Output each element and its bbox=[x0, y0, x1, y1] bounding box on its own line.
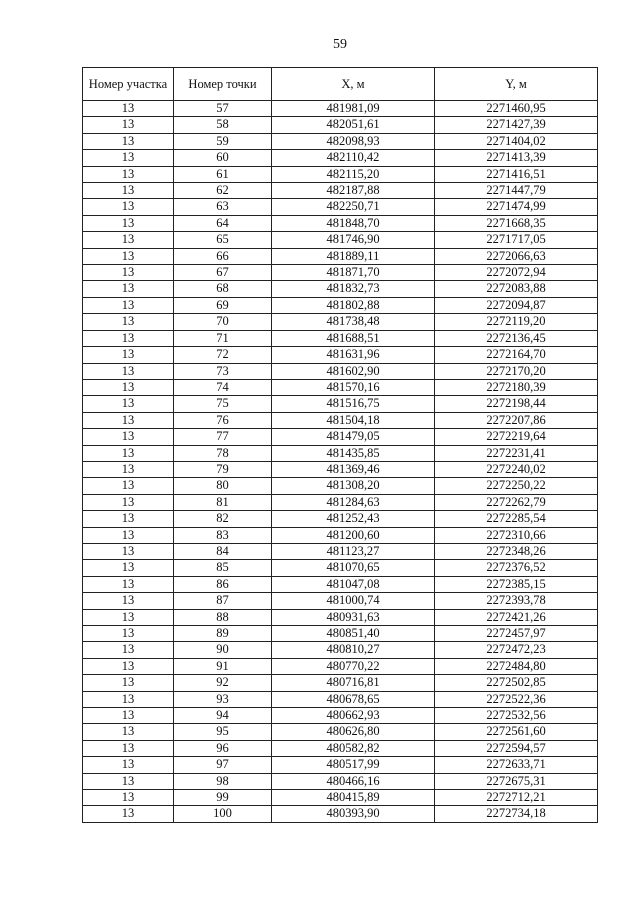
x-coordinate-cell: 481070,65 bbox=[272, 560, 435, 576]
plot-number-cell: 13 bbox=[83, 183, 174, 199]
plot-number-cell: 13 bbox=[83, 494, 174, 510]
y-coordinate-cell: 2272734,18 bbox=[435, 806, 598, 822]
point-number-cell: 80 bbox=[174, 478, 272, 494]
table-row bbox=[83, 461, 598, 477]
x-coordinate-cell: 481746,90 bbox=[272, 232, 435, 248]
table-row bbox=[83, 314, 598, 330]
point-number-cell: 61 bbox=[174, 166, 272, 182]
table-row bbox=[83, 527, 598, 543]
y-coordinate-cell: 2272633,71 bbox=[435, 757, 598, 773]
point-number-cell: 88 bbox=[174, 609, 272, 625]
x-coordinate-cell: 480851,40 bbox=[272, 626, 435, 642]
plot-number-cell: 13 bbox=[83, 478, 174, 494]
plot-number-cell: 13 bbox=[83, 150, 174, 166]
plot-number-cell: 13 bbox=[83, 347, 174, 363]
point-number-cell: 90 bbox=[174, 642, 272, 658]
table-row bbox=[83, 724, 598, 740]
point-number-cell: 98 bbox=[174, 773, 272, 789]
plot-number-cell: 13 bbox=[83, 429, 174, 445]
table-row bbox=[83, 215, 598, 231]
table-row bbox=[83, 658, 598, 674]
table-row bbox=[83, 297, 598, 313]
y-coordinate-cell: 2271668,35 bbox=[435, 215, 598, 231]
table-row bbox=[83, 166, 598, 182]
x-coordinate-cell: 482098,93 bbox=[272, 133, 435, 149]
y-coordinate-cell: 2272532,56 bbox=[435, 708, 598, 724]
page-number: 59 bbox=[333, 37, 347, 52]
point-number-cell: 99 bbox=[174, 790, 272, 806]
table-row bbox=[83, 232, 598, 248]
point-number-cell: 68 bbox=[174, 281, 272, 297]
y-coordinate-cell: 2272385,15 bbox=[435, 576, 598, 592]
table-row bbox=[83, 150, 598, 166]
y-coordinate-cell: 2271447,79 bbox=[435, 183, 598, 199]
coordinates-table bbox=[82, 67, 598, 823]
plot-number-cell: 13 bbox=[83, 593, 174, 609]
x-coordinate-cell: 481047,08 bbox=[272, 576, 435, 592]
point-number-cell: 97 bbox=[174, 757, 272, 773]
y-coordinate-cell: 2272170,20 bbox=[435, 363, 598, 379]
plot-number-cell: 13 bbox=[83, 740, 174, 756]
y-coordinate-cell: 2271474,99 bbox=[435, 199, 598, 215]
table-row bbox=[83, 790, 598, 806]
point-number-cell: 63 bbox=[174, 199, 272, 215]
y-coordinate-cell: 2272285,54 bbox=[435, 511, 598, 527]
x-coordinate-cell: 481200,60 bbox=[272, 527, 435, 543]
plot-number-cell: 13 bbox=[83, 724, 174, 740]
plot-number-cell: 13 bbox=[83, 379, 174, 395]
table-row bbox=[83, 101, 598, 117]
plot-number-cell: 13 bbox=[83, 412, 174, 428]
table-header bbox=[83, 68, 598, 101]
table-row bbox=[83, 199, 598, 215]
x-coordinate-cell: 481504,18 bbox=[272, 412, 435, 428]
point-number-cell: 75 bbox=[174, 396, 272, 412]
plot-number-cell: 13 bbox=[83, 101, 174, 117]
table-row bbox=[83, 708, 598, 724]
x-coordinate-cell: 481848,70 bbox=[272, 215, 435, 231]
table-row bbox=[83, 396, 598, 412]
y-coordinate-cell: 2272180,39 bbox=[435, 379, 598, 395]
y-coordinate-cell: 2272522,36 bbox=[435, 691, 598, 707]
table-row bbox=[83, 757, 598, 773]
plot-number-cell: 13 bbox=[83, 248, 174, 264]
point-number-cell: 96 bbox=[174, 740, 272, 756]
point-number-cell: 81 bbox=[174, 494, 272, 510]
y-coordinate-cell: 2272712,21 bbox=[435, 790, 598, 806]
plot-number-cell: 13 bbox=[83, 576, 174, 592]
y-coordinate-cell: 2272240,02 bbox=[435, 461, 598, 477]
y-coordinate-cell: 2272083,88 bbox=[435, 281, 598, 297]
y-coordinate-cell: 2272094,87 bbox=[435, 297, 598, 313]
plot-number-cell: 13 bbox=[83, 297, 174, 313]
table-row bbox=[83, 773, 598, 789]
y-coordinate-cell: 2272231,41 bbox=[435, 445, 598, 461]
x-coordinate-cell: 481602,90 bbox=[272, 363, 435, 379]
y-coordinate-cell: 2272262,79 bbox=[435, 494, 598, 510]
plot-number-cell: 13 bbox=[83, 626, 174, 642]
point-number-cell: 85 bbox=[174, 560, 272, 576]
x-coordinate-cell: 481889,11 bbox=[272, 248, 435, 264]
table-row bbox=[83, 363, 598, 379]
table-row bbox=[83, 609, 598, 625]
point-number-cell: 91 bbox=[174, 658, 272, 674]
y-coordinate-cell: 2271416,51 bbox=[435, 166, 598, 182]
table-row bbox=[83, 117, 598, 133]
y-coordinate-cell: 2272376,52 bbox=[435, 560, 598, 576]
plot-number-cell: 13 bbox=[83, 708, 174, 724]
plot-number-cell: 13 bbox=[83, 511, 174, 527]
point-number-cell: 78 bbox=[174, 445, 272, 461]
x-coordinate-cell: 480678,65 bbox=[272, 691, 435, 707]
table-body bbox=[83, 101, 598, 823]
y-coordinate-cell: 2272393,78 bbox=[435, 593, 598, 609]
plot-number-cell: 13 bbox=[83, 330, 174, 346]
plot-number-cell: 13 bbox=[83, 543, 174, 559]
table-row bbox=[83, 412, 598, 428]
point-number-cell: 73 bbox=[174, 363, 272, 379]
y-coordinate-cell: 2272502,85 bbox=[435, 675, 598, 691]
plot-number-cell: 13 bbox=[83, 445, 174, 461]
point-number-cell: 84 bbox=[174, 543, 272, 559]
point-number-cell: 82 bbox=[174, 511, 272, 527]
plot-number-cell: 13 bbox=[83, 281, 174, 297]
plot-number-cell: 13 bbox=[83, 363, 174, 379]
y-coordinate-cell: 2271427,39 bbox=[435, 117, 598, 133]
x-coordinate-cell: 481738,48 bbox=[272, 314, 435, 330]
plot-number-cell: 13 bbox=[83, 265, 174, 281]
table-row bbox=[83, 445, 598, 461]
header-y-coordinate: Y, м bbox=[435, 68, 598, 101]
plot-number-cell: 13 bbox=[83, 790, 174, 806]
table-row bbox=[83, 429, 598, 445]
plot-number-cell: 13 bbox=[83, 773, 174, 789]
point-number-cell: 94 bbox=[174, 708, 272, 724]
table-row bbox=[83, 560, 598, 576]
x-coordinate-cell: 481570,16 bbox=[272, 379, 435, 395]
plot-number-cell: 13 bbox=[83, 560, 174, 576]
y-coordinate-cell: 2272675,31 bbox=[435, 773, 598, 789]
point-number-cell: 83 bbox=[174, 527, 272, 543]
x-coordinate-cell: 481435,85 bbox=[272, 445, 435, 461]
x-coordinate-cell: 481688,51 bbox=[272, 330, 435, 346]
x-coordinate-cell: 481479,05 bbox=[272, 429, 435, 445]
x-coordinate-cell: 482110,42 bbox=[272, 150, 435, 166]
table-row bbox=[83, 347, 598, 363]
point-number-cell: 70 bbox=[174, 314, 272, 330]
point-number-cell: 69 bbox=[174, 297, 272, 313]
plot-number-cell: 13 bbox=[83, 527, 174, 543]
y-coordinate-cell: 2272136,45 bbox=[435, 330, 598, 346]
x-coordinate-cell: 481871,70 bbox=[272, 265, 435, 281]
point-number-cell: 57 bbox=[174, 101, 272, 117]
point-number-cell: 59 bbox=[174, 133, 272, 149]
x-coordinate-cell: 480466,16 bbox=[272, 773, 435, 789]
point-number-cell: 65 bbox=[174, 232, 272, 248]
y-coordinate-cell: 2272310,66 bbox=[435, 527, 598, 543]
x-coordinate-cell: 481308,20 bbox=[272, 478, 435, 494]
point-number-cell: 64 bbox=[174, 215, 272, 231]
y-coordinate-cell: 2272594,57 bbox=[435, 740, 598, 756]
y-coordinate-cell: 2272561,60 bbox=[435, 724, 598, 740]
y-coordinate-cell: 2272066,63 bbox=[435, 248, 598, 264]
point-number-cell: 66 bbox=[174, 248, 272, 264]
plot-number-cell: 13 bbox=[83, 232, 174, 248]
x-coordinate-cell: 480415,89 bbox=[272, 790, 435, 806]
table-row bbox=[83, 691, 598, 707]
table-row bbox=[83, 281, 598, 297]
point-number-cell: 72 bbox=[174, 347, 272, 363]
point-number-cell: 93 bbox=[174, 691, 272, 707]
x-coordinate-cell: 480517,99 bbox=[272, 757, 435, 773]
x-coordinate-cell: 480662,93 bbox=[272, 708, 435, 724]
y-coordinate-cell: 2272207,86 bbox=[435, 412, 598, 428]
y-coordinate-cell: 2272421,26 bbox=[435, 609, 598, 625]
table-row bbox=[83, 626, 598, 642]
point-number-cell: 92 bbox=[174, 675, 272, 691]
table-row bbox=[83, 593, 598, 609]
plot-number-cell: 13 bbox=[83, 199, 174, 215]
point-number-cell: 74 bbox=[174, 379, 272, 395]
point-number-cell: 77 bbox=[174, 429, 272, 445]
table-row bbox=[83, 248, 598, 264]
plot-number-cell: 13 bbox=[83, 396, 174, 412]
plot-number-cell: 13 bbox=[83, 215, 174, 231]
plot-number-cell: 13 bbox=[83, 314, 174, 330]
x-coordinate-cell: 480770,22 bbox=[272, 658, 435, 674]
plot-number-cell: 13 bbox=[83, 757, 174, 773]
table-row bbox=[83, 675, 598, 691]
plot-number-cell: 13 bbox=[83, 133, 174, 149]
x-coordinate-cell: 480582,82 bbox=[272, 740, 435, 756]
header-x-coordinate: X, м bbox=[272, 68, 435, 101]
plot-number-cell: 13 bbox=[83, 691, 174, 707]
point-number-cell: 87 bbox=[174, 593, 272, 609]
point-number-cell: 67 bbox=[174, 265, 272, 281]
x-coordinate-cell: 482115,20 bbox=[272, 166, 435, 182]
x-coordinate-cell: 480626,80 bbox=[272, 724, 435, 740]
y-coordinate-cell: 2272119,20 bbox=[435, 314, 598, 330]
table-row bbox=[83, 133, 598, 149]
table-row bbox=[83, 183, 598, 199]
x-coordinate-cell: 482051,61 bbox=[272, 117, 435, 133]
plot-number-cell: 13 bbox=[83, 117, 174, 133]
x-coordinate-cell: 482187,88 bbox=[272, 183, 435, 199]
y-coordinate-cell: 2272484,80 bbox=[435, 658, 598, 674]
x-coordinate-cell: 481981,09 bbox=[272, 101, 435, 117]
y-coordinate-cell: 2271413,39 bbox=[435, 150, 598, 166]
table-row bbox=[83, 642, 598, 658]
x-coordinate-cell: 480716,81 bbox=[272, 675, 435, 691]
point-number-cell: 100 bbox=[174, 806, 272, 822]
x-coordinate-cell: 481832,73 bbox=[272, 281, 435, 297]
point-number-cell: 58 bbox=[174, 117, 272, 133]
x-coordinate-cell: 481000,74 bbox=[272, 593, 435, 609]
x-coordinate-cell: 481284,63 bbox=[272, 494, 435, 510]
point-number-cell: 89 bbox=[174, 626, 272, 642]
x-coordinate-cell: 480931,63 bbox=[272, 609, 435, 625]
y-coordinate-cell: 2272457,97 bbox=[435, 626, 598, 642]
table-row bbox=[83, 806, 598, 822]
x-coordinate-cell: 480810,27 bbox=[272, 642, 435, 658]
plot-number-cell: 13 bbox=[83, 166, 174, 182]
y-coordinate-cell: 2272250,22 bbox=[435, 478, 598, 494]
point-number-cell: 60 bbox=[174, 150, 272, 166]
y-coordinate-cell: 2272219,64 bbox=[435, 429, 598, 445]
point-number-cell: 86 bbox=[174, 576, 272, 592]
plot-number-cell: 13 bbox=[83, 806, 174, 822]
table-row bbox=[83, 511, 598, 527]
y-coordinate-cell: 2272198,44 bbox=[435, 396, 598, 412]
y-coordinate-cell: 2272072,94 bbox=[435, 265, 598, 281]
x-coordinate-cell: 481123,27 bbox=[272, 543, 435, 559]
x-coordinate-cell: 481369,46 bbox=[272, 461, 435, 477]
table-row bbox=[83, 265, 598, 281]
table-row bbox=[83, 740, 598, 756]
x-coordinate-cell: 481802,88 bbox=[272, 297, 435, 313]
plot-number-cell: 13 bbox=[83, 642, 174, 658]
point-number-cell: 71 bbox=[174, 330, 272, 346]
y-coordinate-cell: 2271460,95 bbox=[435, 101, 598, 117]
y-coordinate-cell: 2272472,23 bbox=[435, 642, 598, 658]
point-number-cell: 76 bbox=[174, 412, 272, 428]
header-plot-number: Номер участка bbox=[83, 68, 174, 101]
table-row bbox=[83, 543, 598, 559]
x-coordinate-cell: 480393,90 bbox=[272, 806, 435, 822]
point-number-cell: 62 bbox=[174, 183, 272, 199]
table-row bbox=[83, 379, 598, 395]
point-number-cell: 79 bbox=[174, 461, 272, 477]
header-row bbox=[83, 68, 598, 101]
point-number-cell: 95 bbox=[174, 724, 272, 740]
plot-number-cell: 13 bbox=[83, 675, 174, 691]
plot-number-cell: 13 bbox=[83, 461, 174, 477]
header-point-number: Номер точки bbox=[174, 68, 272, 101]
x-coordinate-cell: 481516,75 bbox=[272, 396, 435, 412]
table-row bbox=[83, 576, 598, 592]
plot-number-cell: 13 bbox=[83, 609, 174, 625]
y-coordinate-cell: 2271404,02 bbox=[435, 133, 598, 149]
y-coordinate-cell: 2272348,26 bbox=[435, 543, 598, 559]
y-coordinate-cell: 2272164,70 bbox=[435, 347, 598, 363]
table-row bbox=[83, 494, 598, 510]
x-coordinate-cell: 482250,71 bbox=[272, 199, 435, 215]
plot-number-cell: 13 bbox=[83, 658, 174, 674]
x-coordinate-cell: 481631,96 bbox=[272, 347, 435, 363]
x-coordinate-cell: 481252,43 bbox=[272, 511, 435, 527]
table-row bbox=[83, 330, 598, 346]
table-row bbox=[83, 478, 598, 494]
y-coordinate-cell: 2271717,05 bbox=[435, 232, 598, 248]
